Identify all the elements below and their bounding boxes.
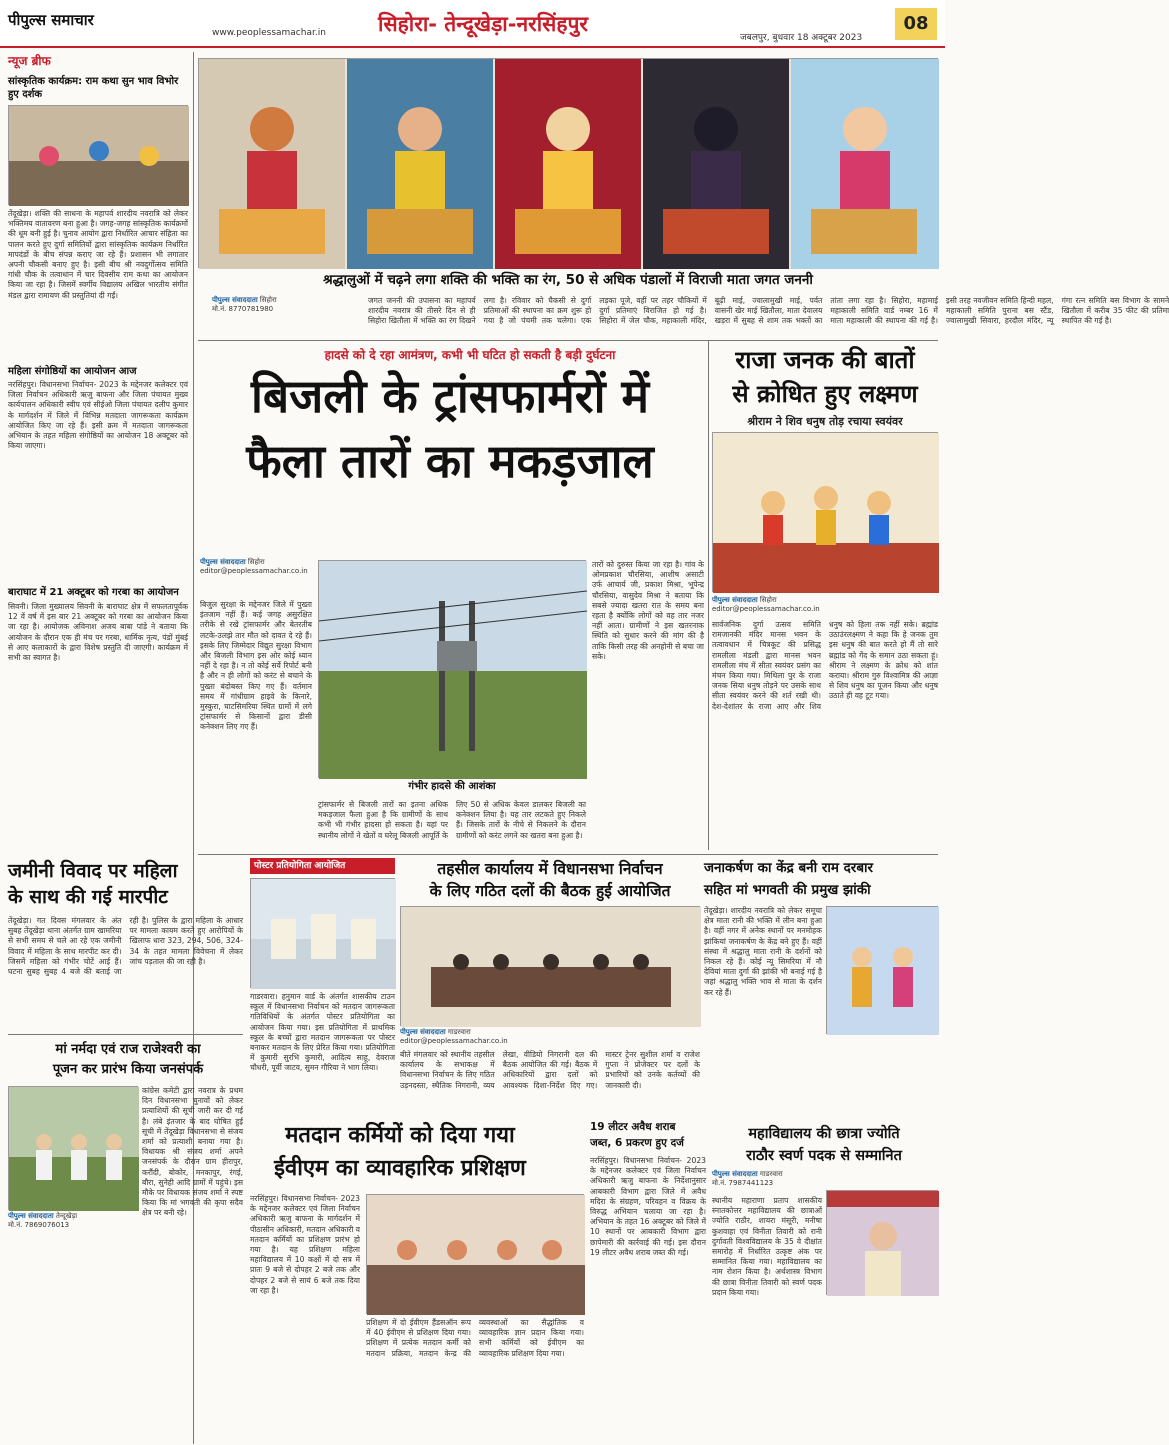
byline-phone: मो.नं. 7869076013 (8, 1221, 70, 1229)
byline-place: सिहोरा (759, 596, 777, 604)
janak-body: तेंदूखेड़ा। शारदीय नवरात्रि को लेकर समूचा क्षेत्र माता रानी की भक्ति में लीन बना हुआ है। वहीं नगर में अनेक स्थानों पर मनमोहक झांकियां जनाकर्षण के केंद्र बने हुए हैं। वहीं संस्था में श्रद्धालु माता रानी के दर्शनों को निकल रहे हैं। कोई न्यू सिमरिया में नौ देवियां माता दुर्गा की झांकी भी बनाई गई है जहां श्रद्धालु भक्ति भाव से माता के दर्शन कर रहे हैं। (704, 906, 822, 997)
column-divider (708, 340, 709, 850)
section-divider (198, 340, 938, 341)
issue-date: जबलपुर, बुधवार 18 अक्टूबर 2023 (740, 33, 863, 43)
byline-name: पीपुल्स संवाददाता (712, 596, 758, 604)
tehsil-body: बीते मंगलवार को स्थानीय तहसील कार्यालय के सभाकक्ष में विधानसभा निर्वाचन के लिए गठित उड़नदस्ता, स्थैतिक निगरानी, व्यय लेखा, वीडियो निगरानी दल की बैठक आयोजित की गई। बैठक में अधिकारियों द्वारा दलों को आवश्यक दिशा-निर्देश दिए गए। मास्टर ट्रेनर सुशील शर्मा व राजेश गुप्ता ने प्रोजेक्टर पर दलों के प्रभारियों को उनके कर्तव्यों की जानकारी दी। (400, 1050, 700, 1090)
transformer-body-1: बिजुल सुरक्षा के मद्देनजर जिले में पुख्ता इंतजाम नहीं हैं। कई जगह असुरक्षित तरीके से रखे ट्रांसफार्मर और बेतरतीब लटके-उलझे तार मौत को दावत दे रहे हैं। इसके लिए जिम्मेदार विद्युत सुरक्षा विभाग और बिजली विभाग इस ओर कोई ध्यान नहीं दे रहा है। न तो कोई सर्वे रिपोर्ट बनी है और न ही लोगों को करंट से बचाने के पुख्ता बंदोबस्त किए गए हैं। वर्तमान समय में गांधीग्राम हाइवे के किनारे, मुस्कुरा, घाटसिमरिया स्थित ग्रामों में लगे ट्रांसफार्मर से किसानों द्वारा डीसी कनेक्शन लिए गए हैं। (200, 600, 312, 732)
narmada-byline (8, 1212, 138, 1230)
ram-byline (712, 596, 938, 613)
byline-email: editor@peoplessamachar.co.in (712, 605, 820, 613)
evm-body-2: प्रशिक्षण में दो ईवीएम हैंडसऑन रूप में 40 ईवीएम से प्रशिक्षण दिया गया। प्रशिक्षण में प्रत्येक मतदान कर्मी को मतदान प्रक्रिया, मतदान केन्द्र की व्यवस्थाओं का सैद्धांतिक व व्यावहारिक ज्ञान प्रदान किया गया। सभी कर्मियों को ईवीएम का व्यावहारिक प्रशिक्षण दिया गया। (366, 1318, 584, 1358)
page-number: 08 (895, 8, 937, 40)
tehsil-headline-2: के लिए गठित दलों की बैठक हुई आयोजित (429, 882, 671, 900)
byline-phone: मो.नं. 8770781980 (212, 305, 274, 313)
evm-headline-2: ईवीएम का व्यावहारिक प्रशिक्षण (274, 1156, 526, 1181)
transformer-body-2: ट्रांसफार्मर से बिजली तारों का इतना अधिक मकड़जाल फैला हुआ है कि ग्रामीणों के साथ कभी भी गंभीर हादसा हो सकता है। यहां पर स्थानीय लोगों ने खेतों व घरेलू बिजली आपूर्ति के लिए 50 से अधिक केवल डालकर बिजली का कनेक्शन लिया है। यह तार लटकते हुए निकले हैं। जिसके तारों के नीचे से निकलने के दौरान ग्रामीणों को करंट लगने का खतरा बना हुआ है। (318, 800, 586, 840)
top-story-body: जगत जननी की उपासना का महापर्व शारदीय नवरात्र की तीसरे दिन से ही सिहोरा खितौला में भक्ति का रंग दिखने लगा है। रविवार को घैकसी से दुर्गा प्रतिमाओं की स्थापना का क्रम शुरू हो गया है जो पंचमी तक चलेगा। एक लड़का पूजे, वहीं पर तहर चौकियों में दुर्गा प्रतिमाएं विराजित हो गई है। सिहोरा में जेल चौक, महाकाली मंदिर, बूढ़ी माई, ज्वालामुखी माई, पर्वत वासनी खेर माई खितौला, माता देवालय खड़रा में सुबह से शाम तक भक्तों का तांता लगा रहा है। सिहोरा, महामाई महाकाली समिति वार्ड नम्बर 16 में माता महाकाली की स्थापना की गई है। इसी तरह नवजीवन समिति हिन्दी महल, महाकाली समिति पुराना बस स्टैंड, ज्वालामुखी सिवारा, हरदौल मंदिर, न्यू गंगा रत्न समिति बस विभाग के सामने खितौला में करीब 35 फीट की प्रतिमा स्थापित की गई है। (368, 296, 1169, 326)
janak-photo (826, 906, 938, 1034)
girl-headline-1: महाविद्यालय की छात्रा ज्योति (748, 1126, 900, 1142)
narmada-photo (8, 1086, 138, 1210)
narmada-body: कांग्रेस कमेटी द्वारा नवरात्र के प्रथम दिन विधानसभा चुनावों को लेकर प्रत्याशियों की सूची जारी कर दी गई है। लंबे इंतजार के बाद घोषित हुई सूची में तेंदूखेड़ा विधानसभा से संजय शर्मा को प्रत्याशी बनाया गया है। विधायक श्री संजय शर्मा अपने जनसंपर्क के दौरान ग्राम हीरापुर, करौंदी, बोकोर, मनकापुर, रंगई, बौरा, सुनेही आदि ग्रामों में पहुंचे। इस मौके पर विधायक संजय शर्मा ने स्पष्ट किया कि मां भगवती की कृपा सदैव क्षेत्र पर बनी रहे। (142, 1086, 243, 1218)
liquor-headline-1: 19 लीटर अवैध शराब (590, 1121, 676, 1133)
brief-2-title: महिला संगोष्ठियों का आयोजन आज (8, 366, 137, 377)
land-headline-2: के साथ की गई मारपीट (8, 886, 168, 908)
janak-headline-1: जनाकर्षण का केंद्र बनी राम दरबार (704, 860, 874, 876)
byline-email: editor@peoplessamachar.co.in (400, 1037, 508, 1045)
byline-email: editor@peoplessamachar.co.in (200, 567, 308, 575)
brief-1-photo (8, 105, 188, 205)
brief-1-body: तेंदूखेड़ा। शक्ति की साधना के महापर्व शारदीय नवरात्रि को लेकर भक्तिमय वातावरण बना हुआ है। जगह-जगह सांस्कृतिक कार्यक्रमों की धूम बनी हुई है। चुनाव आयोग द्वारा निर्धारित आचार संहिता का पालन करते हुए दुर्गा समितियों द्वारा सांस्कृतिक कार्यक्रम निर्धारित मापदंडों के बीच संपन्न कराए जा रहे हैं। प्रशासन भी लगातार अपनी चौकसी बनाए हुए है। इसी बीच श्री नवदुर्गोत्सव समिति गांधी चौक के तत्वाधान में चार दिवसीय राम कथा का आयोजन किया जा रहा है। जिसमें स्वर्गीय विद्यालय अखिल भारतीय संगीत मंडल द्वारा रामायण की प्रस्तुतियां दी गईं। (8, 209, 188, 300)
ram-leela-photo (712, 432, 938, 592)
top-story-byline (212, 296, 362, 314)
ram-body: सार्वजनिक दुर्गा उत्सव समिति रामजानकी मंदिर मानस भवन के तत्वावधान में चित्रकूट की प्रसिद्ध रामलीला मंडली द्वारा मानस भवन रामलीला मंच में सीता स्वयंवर प्रसंग का मंचन किया गया। मिथिला पुर के राजा जनक सिया धनुष तोड़ने पर उसके साथ सीता स्वयंवर करने की शर्त रखी थी। देश-देशांतर के राजा आए और शिव धनुष को हिला तक नहीं सके। ब्रह्मांड उठाउंरलक्ष्मण ने कहा कि हे जनक तुम इस धनुष की बात करते हो मैं तो सारे ब्रह्मांड को गेंद के समान उठा सकता हूं। श्रीराम ने लक्ष्मण के क्रोध को शांत कराया। श्रीराम गुरु विश्वामित्र की आज्ञा से शिव धनुष का पूजन किया और धनुष उठाते ही वह टूट गया। (712, 620, 938, 711)
ram-subhead: श्रीराम ने शिव धनुष तोड़ रचाया स्वयंवर (747, 415, 903, 428)
byline-phone: मो.नं. 7987441123 (712, 1179, 774, 1187)
evm-photo (366, 1194, 584, 1314)
transformer-headline-1: बिजली के ट्रांसफार्मरों में (250, 369, 650, 423)
idols-photo-strip (198, 58, 938, 268)
newspaper-logo: पीपुल्स समाचार (8, 11, 94, 29)
girl-photo (826, 1190, 938, 1295)
ram-headline-2: से क्रोधित हुए लक्ष्मण (732, 380, 918, 408)
byline-place: सिहोरा (259, 296, 277, 304)
byline-name: पीपुल्स संवाददाता (400, 1028, 446, 1036)
evm-body-1: नरसिंहपुर। विधानसभा निर्वाचन- 2023 के मद्देनजर कलेक्टर एवं जिला निर्वाचन अधिकारी ऋजु बाफना के मार्गदर्शन में पीठासीन अधिकारी, मतदान अधिकारी व मतदान कर्मियों का प्रशिक्षण प्रारंभ हो गया है। यह प्रशिक्षण महिला महाविद्यालय में 10 कक्षों में दो सत्र में प्रातः 9 बजे से दोपहर 2 बजे तक और दोपहर 2 बजे से सायं 6 बजे तक दिया जा रहा है। (250, 1194, 360, 1295)
section-divider (8, 1034, 243, 1035)
transformer-headline-2: फैला तारों का मकड़जाल (246, 434, 654, 488)
byline-name: पीपुल्स संवाददाता (712, 1170, 758, 1178)
tehsil-headline-1: तहसील कार्यालय में विधानसभा निर्वाचन (437, 860, 663, 878)
transformer-body-3: तारों को दुरुस्त किया जा रहा है। गांव के ओमप्रकाश चौरसिया, आशीष असाटी उर्फ आचार्य जी, प्रकाश मिश्रा, भूपेन्द्र चौरसिया, वासुदेव मिश्रा ने बताया कि सबसे ज्यादा खतरा रात के समय बना रहता है क्योंकि लोगों को वह तार नजर नहीं आता। ग्रामीणों ने इस खतरनाक स्थिति को सुधार करने की मांग की है ताकि किसी तरह की अनहोनी से बचा जा सके। (592, 560, 704, 661)
transformer-photo-caption: गंभीर हादसे की आशंका (408, 781, 496, 792)
edition-title: सिहोरा- तेन्दूखेड़ा-नरसिंहपुर (378, 12, 589, 36)
janak-headline-2: सहित मां भगवती की प्रमुख झांकी (704, 882, 871, 898)
byline-name: पीपुल्स संवाददाता (200, 558, 246, 566)
brief-3-title: बाराघाट में 21 अक्टूबर को गरबा का आयोजन (8, 587, 179, 598)
byline-name: पीपुल्स संवाददाता (8, 1212, 54, 1220)
transformer-photo (318, 560, 586, 778)
tehsil-byline (400, 1028, 700, 1045)
news-brief-label: न्यूज ब्रीफ (8, 54, 51, 68)
girl-byline (712, 1170, 822, 1188)
ram-headline-1: राजा जनक की बातों (735, 346, 915, 374)
brief-3-body: सिवनी। जिला मुख्यालय सिवनी के बाराघाट क्षेत्र में सफलतापूर्वक 12 वें वर्ष में इस बार 21 अक्टूबर को गरबा का आयोजन किया जा रहा है। आयोजक अविनाश अजय बाबा पांडे ने बताया कि आयोजन के दौरान एक ही मंच पर गरबा, धार्मिक नृत्य, पंडों मुंबई से आए कलाकारों के द्वारा विशेष प्रस्तुति दी जाएगी। कार्यक्रम में सभी का स्वागत है। (8, 602, 188, 663)
narmada-headline-1: मां नर्मदा एवं राज राजेश्वरी का (55, 1042, 201, 1057)
narmada-headline-2: पूजन कर प्रारंभ किया जनसंपर्क (52, 1062, 204, 1077)
brief-1-title: सांस्कृतिक कार्यक्रम: राम कथा सुन भाव विभोर हुए दर्शक (8, 76, 179, 100)
poster-body: गाडरवारा। हनुमान वार्ड के अंतर्गत शासकीय टाउन स्कूल में विधानसभा निर्वाचन को मतदान जागरूकता गतिविधियों के अंतर्गत पोस्टर प्रतियोगिता का आयोजन किया गया। इस प्रतियोगिता में प्राथमिक स्कूल के बच्चों द्वारा मतदान जागरूकता पर पोस्टर बनाकर मतदान के लिए प्रेरित किया गया। प्रतियोगिता में कुमारी सुरभि कुमारी, आदित्य साहू, देवराज चौधरी, पूर्वी जाटव, सुमन गौरिया ने भाग लिया। (250, 992, 395, 1073)
byline-place: सिहोरा (247, 558, 265, 566)
byline-place: गाडरवारा (759, 1170, 783, 1178)
girl-body: स्थानीय महाराणा प्रताप शासकीय स्नातकोत्तर महाविद्यालय की छात्राओं ज्योति राठौर, शायरा मंसूरी, मनीषा कुशवाहा एवं विनीता तिवारी को रानी दुर्गावती विश्वविद्यालय के 35 वे दीक्षांत समारोह में निर्धारित उत्कृष्ट अंक पर सम्मानित किया गया। महाविद्यालय का नाम रोशन किया है। अर्थशास्त्र विभाग की छात्रा विनीता तिवारी को स्वर्ण पदक प्रदान किया गया। (712, 1196, 822, 1297)
liquor-body: नरसिंहपुर। विधानसभा निर्वाचन- 2023 के मद्देनजर कलेक्टर एवं जिला निर्वाचन अधिकारी ऋजु बाफना के निर्देशानुसार आबकारी विभाग द्वारा जिले में अवैध मदिरा के संग्रहण, परिवहन व विक्रय के विरुद्ध अभियान चलाया जा रहा है। अभियान के तहत 16 अक्टूबर को जिले में 10 स्थानों पर आबकारी विभाग द्वारा छापेमारी की कार्रवाई की गई। इस दौरान 19 लीटर अवैध शराब जब्त की गई। (590, 1156, 706, 1257)
website-url[interactable]: www.peoplessamachar.in (212, 28, 326, 38)
poster-photo (250, 878, 395, 988)
top-story-caption: श्रद्धालुओं में चढ़ने लगा शक्ति की भक्ति का रंग, 50 से अधिक पंडालों में विराजी माता जगत जननी (323, 272, 813, 288)
transformer-kicker: हादसे को दे रहा आमंत्रण, कभी भी घटित हो सकती है बड़ी दुर्घटना (324, 348, 616, 362)
poster-headline: पोस्टर प्रतियोगिता आयोजित (250, 858, 395, 874)
land-body: तेंदूखेड़ा। गत दिवस मंगलवार के अंत सुबह तेंदूखेड़ा थाना अंतर्गत ग्राम खामरिया से सभी समय से चले आ रहे एक जमीनी विवाद में महिला के साथ मारपीट कर दी। जिसमें महिला को गंभीर चोटें आई हैं। घटना सुबह सुबह 4 बजे की बताई जा रही है। पुलिस के द्वारा महिला के आधार पर मामला कायम करते हुए आरोपियों के खिलाफ धारा 323, 294, 506, 324-34 के तहत मामला विवेचना में लेकर जांच पड़ताल की जा रही है। (8, 916, 243, 977)
brief-2-body: नरसिंहपुर। विधानसभा निर्वाचन- 2023 के मद्देनजर कलेक्टर एवं जिला निर्वाचन अधिकारी ऋजु बाफना और जिला पंचायत मुख्य कार्यपालन अधिकारी स्वीप एवं सीईओ जिला पंचायत दलीप कुमार के मार्गदर्शन में जिले में विभिन्न मतदाता जागरूकता कार्यक्रम आयोजित किए जा रहे हैं। इसी क्रम में मतदाता जागरूकता अभियान के तहत महिला संगोष्ठियों का आयोजन 18 अक्टूबर को किया जाएगा। (8, 380, 188, 451)
liquor-headline-2: जब्त, 6 प्रकरण हुए दर्ज (590, 1137, 684, 1149)
land-headline-1: जमीनी विवाद पर महिला (8, 860, 178, 882)
tehsil-photo (400, 906, 700, 1026)
byline-name: पीपुल्स संवाददाता (212, 296, 258, 304)
evm-headline-1: मतदान कर्मियों को दिया गया (285, 1123, 515, 1148)
byline-place: तेन्दूखेड़ा (55, 1212, 78, 1220)
column-divider (193, 52, 194, 1444)
section-divider (198, 854, 938, 855)
byline-place: गाडरवारा (447, 1028, 471, 1036)
girl-headline-2: राठौर स्वर्ण पदक से सम्मानित (746, 1148, 902, 1164)
